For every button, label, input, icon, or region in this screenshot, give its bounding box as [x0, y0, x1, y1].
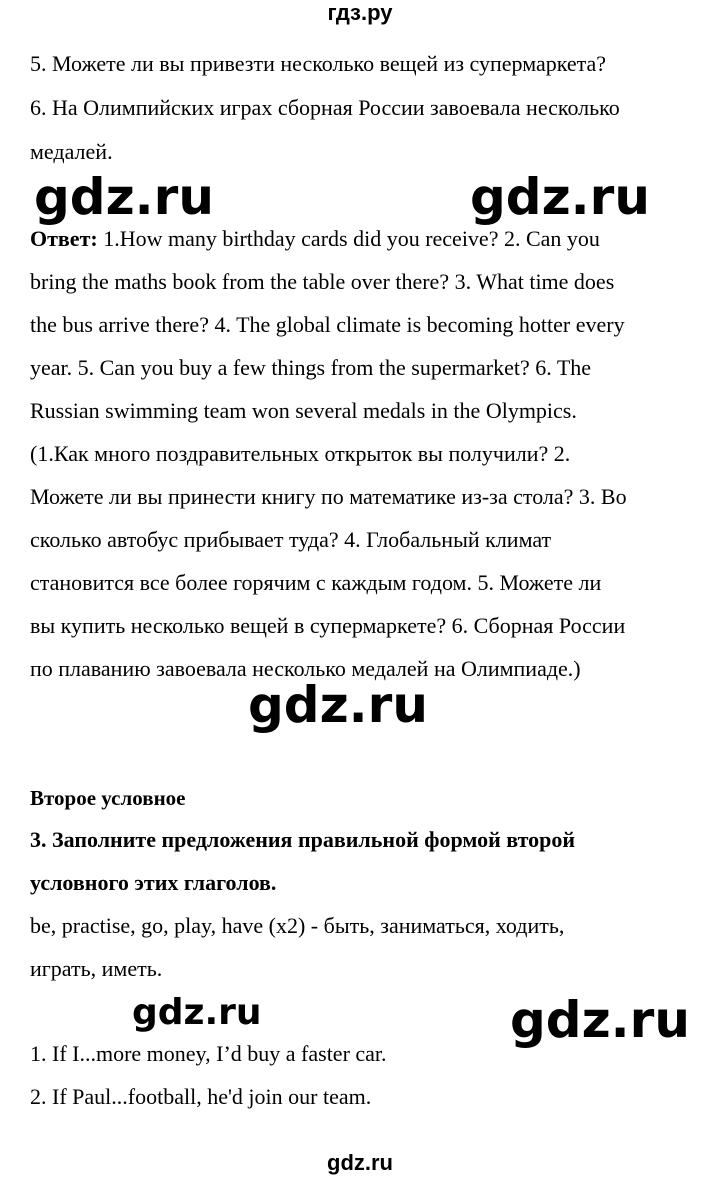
answer-line-3: the bus arrive there? 4. The global climate is becoming hotter every — [30, 312, 625, 337]
section-title: Второе условное — [30, 786, 186, 810]
watermark-3: gdz.ru — [248, 676, 428, 734]
watermark-4: gdz.ru — [132, 992, 262, 1033]
exercise-line-5: 5. Можете ли вы привезти несколько вещей из супермаркета? — [30, 51, 607, 76]
answer-line-5: Russian swimming team won several medals in the Olympics. — [30, 398, 577, 423]
verbs-line-2: играть, иметь. — [30, 956, 163, 981]
watermark-5: gdz.ru — [510, 991, 690, 1049]
task-line-1: 3. Заполните предложения правильной формой второй — [30, 827, 576, 852]
footer-site-name: gdz.ru — [327, 1150, 393, 1175]
exercise-line-6-cont: медалей. — [30, 139, 113, 164]
answer-line-6: (1.Как много поздравительных открыток вы получили? 2. — [30, 441, 571, 466]
answer-line-10: вы купить несколько вещей в супермаркете? 6. Сборная России — [30, 613, 626, 638]
verbs-line-1: be, practise, go, play, have (x2) - быть, заниматься, ходить, — [30, 913, 565, 938]
task-line-2: условного этих глаголов. — [30, 870, 277, 895]
answer-label: Ответ: — [30, 226, 98, 251]
sentence-item-1: 1. If I...more money, I’d buy a faster car. — [30, 1041, 387, 1066]
sentence-item-2: 2. If Paul...football, he'd join our team. — [30, 1084, 372, 1109]
watermark-2: gdz.ru — [470, 168, 650, 226]
answer-line-1 — [30, 225, 600, 253]
watermark-1: gdz.ru — [34, 168, 214, 226]
exercise-line-6: 6. На Олимпийских играх сборная России завоевала несколько — [30, 95, 620, 120]
header-site-name: гдз.ру — [327, 0, 393, 25]
answer-line-9: становится все более горячим с каждым годом. 5. Можете ли — [30, 570, 602, 595]
answer-line-7: Можете ли вы принести книгу по математике из-за стола? 3. Во — [30, 484, 627, 509]
answer-line-4: year. 5. Can you buy a few things from the supermarket? 6. The — [30, 355, 592, 380]
answer-line-8: сколько автобус прибывает туда? 4. Глобальный климат — [30, 527, 552, 552]
answer-line-2: bring the maths book from the table over there? 3. What time does — [30, 269, 615, 294]
answer-line-11: по плаванию завоевала несколько медалей на Олимпиаде.) — [30, 656, 581, 681]
answer-text-1: 1.How many birthday cards did you receive? 2. Can you — [97, 226, 600, 251]
